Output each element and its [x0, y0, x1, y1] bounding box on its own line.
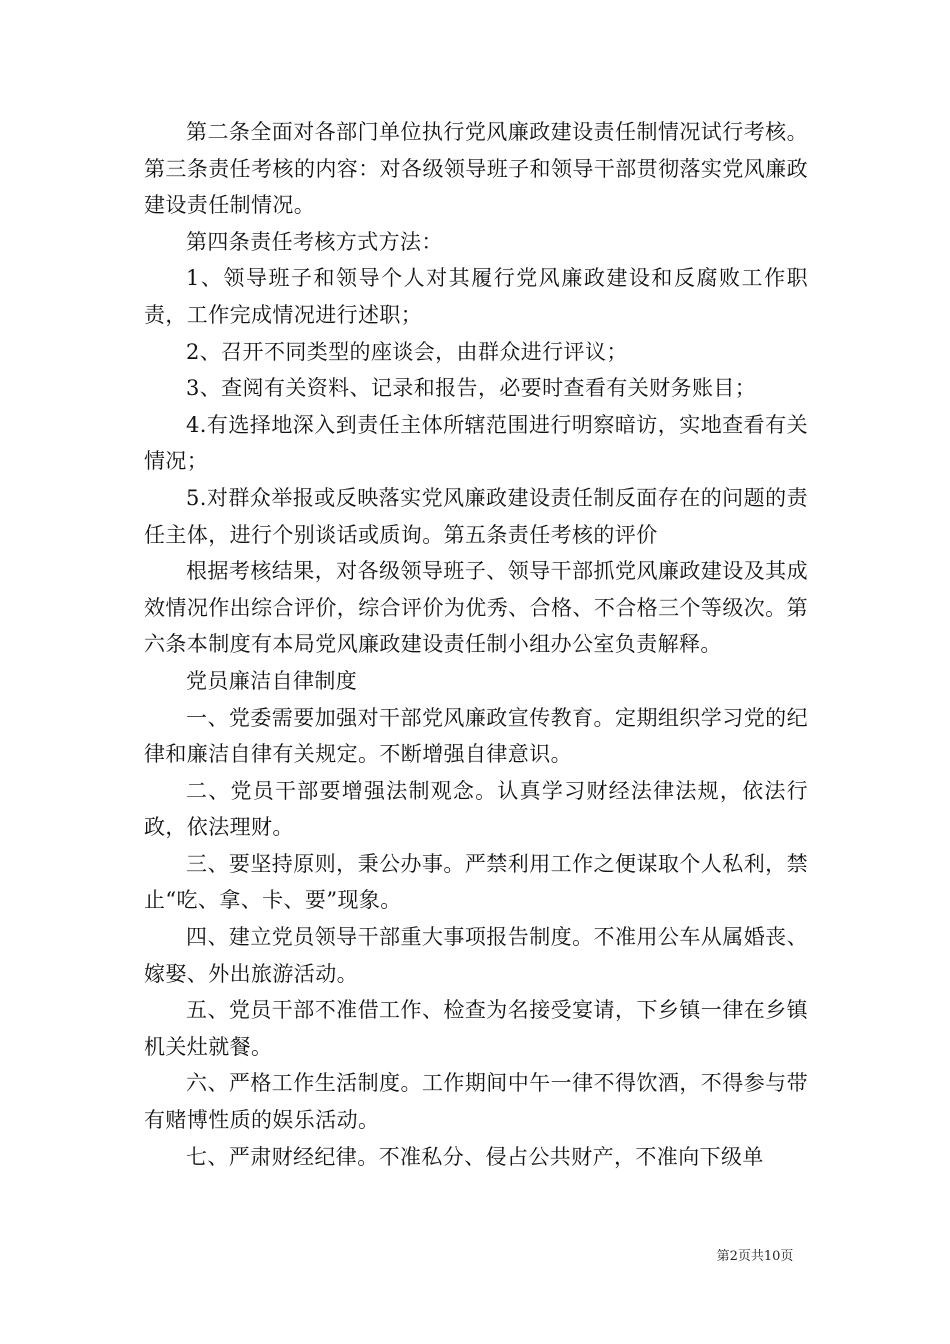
paragraph-rule-7: 七、严肃财经纪律。不准私分、侵占公共财产，不准向下级单 [186, 1144, 764, 1169]
paragraph-rule-6: 六、严格工作生活制度。工作期间中午一律不得饮酒，不得参与带有赌博性质的娱乐活动。 [144, 1071, 808, 1133]
section-title-self-discipline: 党员廉洁自律制度 [186, 668, 358, 693]
paragraph-method-3: 3、查阅有关资料、记录和报告，必要时查看有关财务账目； [186, 376, 757, 401]
paragraph-evaluation: 根据考核结果，对各级领导班子、领导干部抓党风廉政建设及其成效情况作出综合评价，综合评价为优秀、合格、不合格三个等级次。第六条本制度有本局党风廉政建设责任制小组办公室负责解释。 [144, 559, 808, 657]
document-body [144, 114, 808, 1175]
paragraph-method-5: 5.对群众举报或反映落实党风廉政建设责任制反面存在的问题的责任主体，进行个别谈话或质询。第五条责任考核的评价 [144, 485, 808, 547]
paragraph-method-4: 4.有选择地深入到责任主体所辖范围进行明察暗访，实地查看有关情况； [144, 412, 808, 474]
page-number-footer: 第2页共10页 [716, 1249, 794, 1264]
paragraph-rule-4: 四、建立党员领导干部重大事项报告制度。不准用公车从属婚丧、嫁娶、外出旅游活动。 [144, 925, 808, 986]
paragraph-method-1: 1、领导班子和领导个人对其履行党风廉政建设和反腐败工作职责，工作完成情况进行述职； [144, 266, 808, 327]
paragraph-rule-2: 二、党员干部要增强法制观念。认真学习财经法律法规，依法行政，依法理财。 [144, 778, 808, 840]
paragraph-method-2: 2、召开不同类型的座谈会，由群众进行评议； [186, 339, 628, 364]
paragraph-rule-1: 一、党委需要加强对干部党风廉政宣传教育。定期组织学习党的纪律和廉洁自律有关规定。不断增强自律意识。 [144, 705, 808, 767]
paragraph-rule-5: 五、党员干部不准借工作、检查为名接受宴请，下乡镇一律在乡镇机关灶就餐。 [144, 998, 808, 1059]
paragraph-article-4-heading: 第四条责任考核方式方法： [186, 229, 443, 254]
paragraph-rule-3: 三、要坚持原则，秉公办事。严禁利用工作之便谋取个人私利，禁止“吃、拿、卡、要”现象。 [144, 851, 808, 913]
paragraph-article-2-3: 第二条全面对各部门单位执行党风廉政建设责任制情况试行考核。第三条责任考核的内容：对各级领导班子和领导干部贯彻落实党风廉政建设责任制情况。 [144, 120, 808, 218]
